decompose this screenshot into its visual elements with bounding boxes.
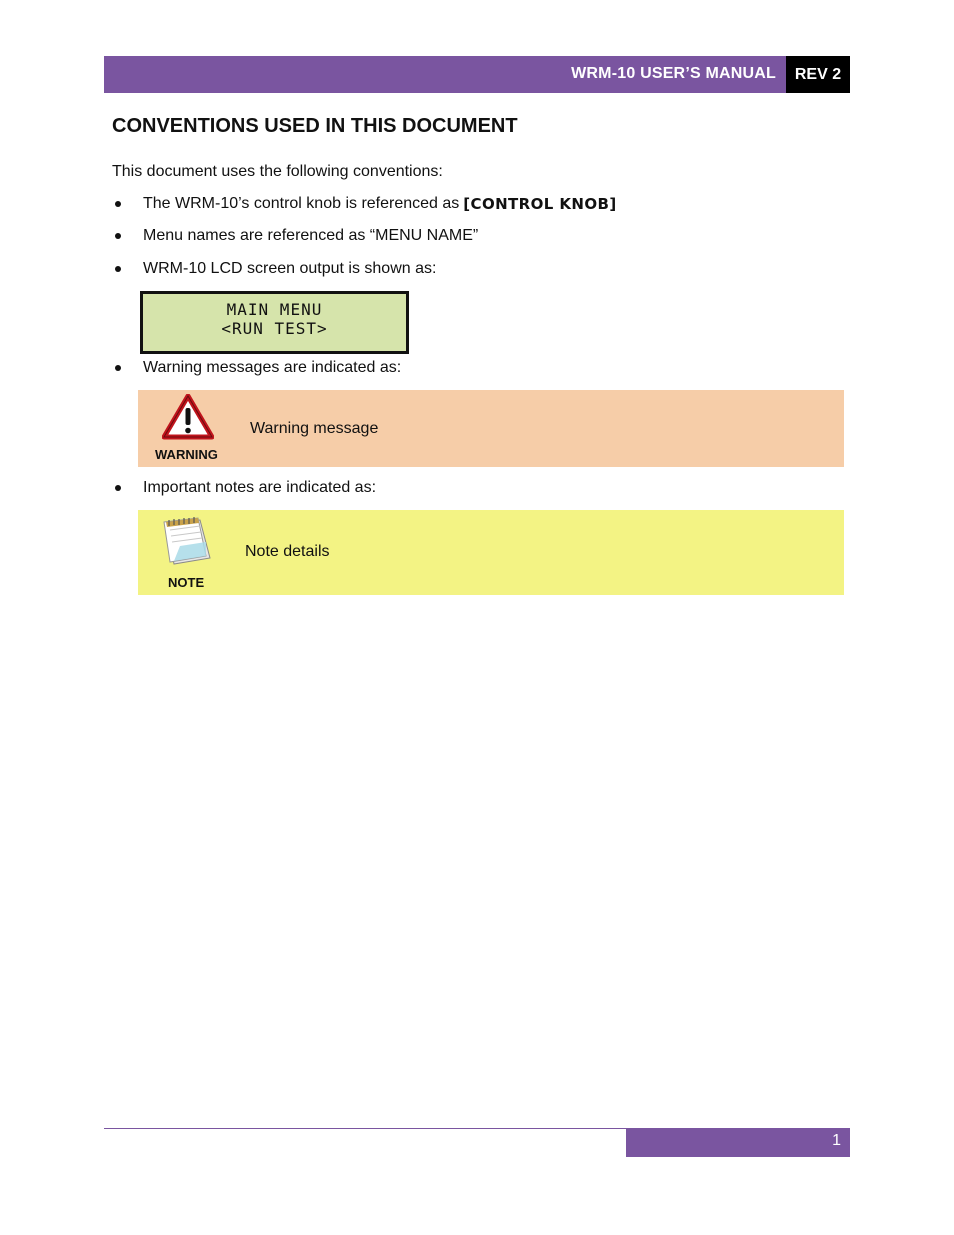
bullet-icon	[115, 201, 121, 207]
note-label: NOTE	[168, 575, 205, 590]
intro-text: This document uses the following conventions:	[112, 163, 443, 180]
lcd-line-2: <RUN TEST>	[221, 319, 328, 338]
revision-badge: REV 2	[786, 56, 850, 93]
list-item-lcd	[112, 260, 436, 278]
note-details: Note details	[245, 543, 330, 560]
control-knob-term: [CONTROL KNOB]	[463, 195, 617, 213]
bullet-icon	[115, 266, 121, 272]
warning-bullet-text: Warning messages are indicated as:	[143, 359, 402, 376]
notepad-icon	[160, 516, 216, 566]
footer-bar	[626, 1129, 850, 1157]
note-bullet-text: Important notes are indicated as:	[143, 479, 377, 496]
menu-text: Menu names are referenced as “MENU NAME”	[143, 227, 479, 244]
lcd-line-1: MAIN MENU	[226, 300, 323, 319]
header-bar	[104, 56, 786, 93]
knob-text: The WRM-10’s control knob is referenced as	[143, 195, 460, 212]
manual-title: WRM-10 USER’S MANUAL	[571, 65, 776, 82]
warning-message: Warning message	[250, 420, 379, 437]
warning-box	[138, 390, 844, 467]
note-box	[138, 510, 844, 595]
bullet-icon	[115, 485, 121, 491]
list-item-knob	[112, 195, 617, 213]
warning-triangle-icon	[162, 394, 214, 440]
page-title: CONVENTIONS USED IN THIS DOCUMENT	[112, 115, 518, 137]
warning-label: WARNING	[155, 447, 218, 462]
list-item-note	[112, 479, 376, 497]
list-item-warning	[112, 359, 401, 377]
lcd-text: WRM-10 LCD screen output is shown as:	[143, 260, 437, 277]
list-item-menu	[112, 227, 478, 245]
bullet-icon	[115, 233, 121, 239]
bullet-icon	[115, 365, 121, 371]
page-number: 1	[832, 1132, 841, 1149]
lcd-screen	[140, 291, 409, 354]
